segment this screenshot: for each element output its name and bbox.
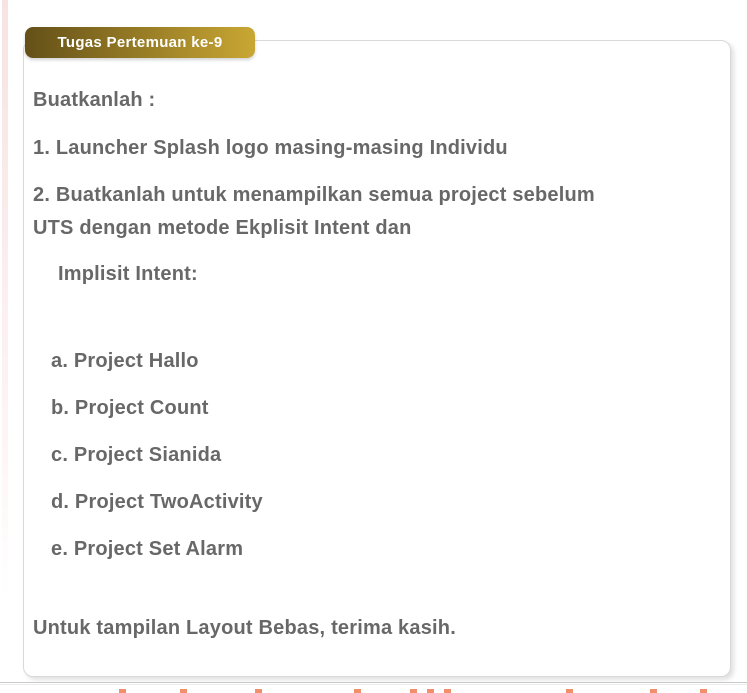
task-item-2-line-2: UTS dengan metode Ekplisit Intent dan [33, 217, 412, 239]
project-list-item: e. Project Set Alarm [51, 538, 244, 560]
cutoff-text-fragment [444, 689, 451, 693]
task-title-badge [25, 27, 255, 58]
cutoff-text-fragment [180, 689, 187, 693]
project-list-item: a. Project Hallo [51, 350, 199, 372]
cutoff-text-fragment [410, 689, 417, 693]
cutoff-text-fragment [354, 689, 361, 693]
cutoff-text-fragment [700, 689, 707, 693]
intro-text: Buatkanlah : [33, 89, 156, 111]
task-item-1: 1. Launcher Splash logo masing-masing Individu [33, 137, 508, 159]
subheading-implisit-intent: Implisit Intent: [58, 263, 198, 285]
project-list-item: c. Project Sianida [51, 444, 222, 466]
task-title-label: Tugas Pertemuan ke-9 [57, 34, 223, 51]
task-card [23, 40, 731, 677]
footer-text: Untuk tampilan Layout Bebas, terima kasih. [33, 617, 456, 639]
cutoff-text-fragment [427, 689, 434, 693]
project-list-item: d. Project TwoActivity [51, 491, 263, 513]
bottom-divider [0, 682, 747, 685]
cutoff-text-fragment [650, 689, 657, 693]
cutoff-text-fragment [255, 689, 262, 693]
page-edge-strip [2, 0, 8, 600]
cutoff-text-fragment [119, 689, 126, 693]
project-list-item: b. Project Count [51, 397, 209, 419]
task-item-2-line-1: 2. Buatkanlah untuk menampilkan semua project sebelum [33, 184, 595, 206]
cutoff-text-fragment [566, 689, 573, 693]
